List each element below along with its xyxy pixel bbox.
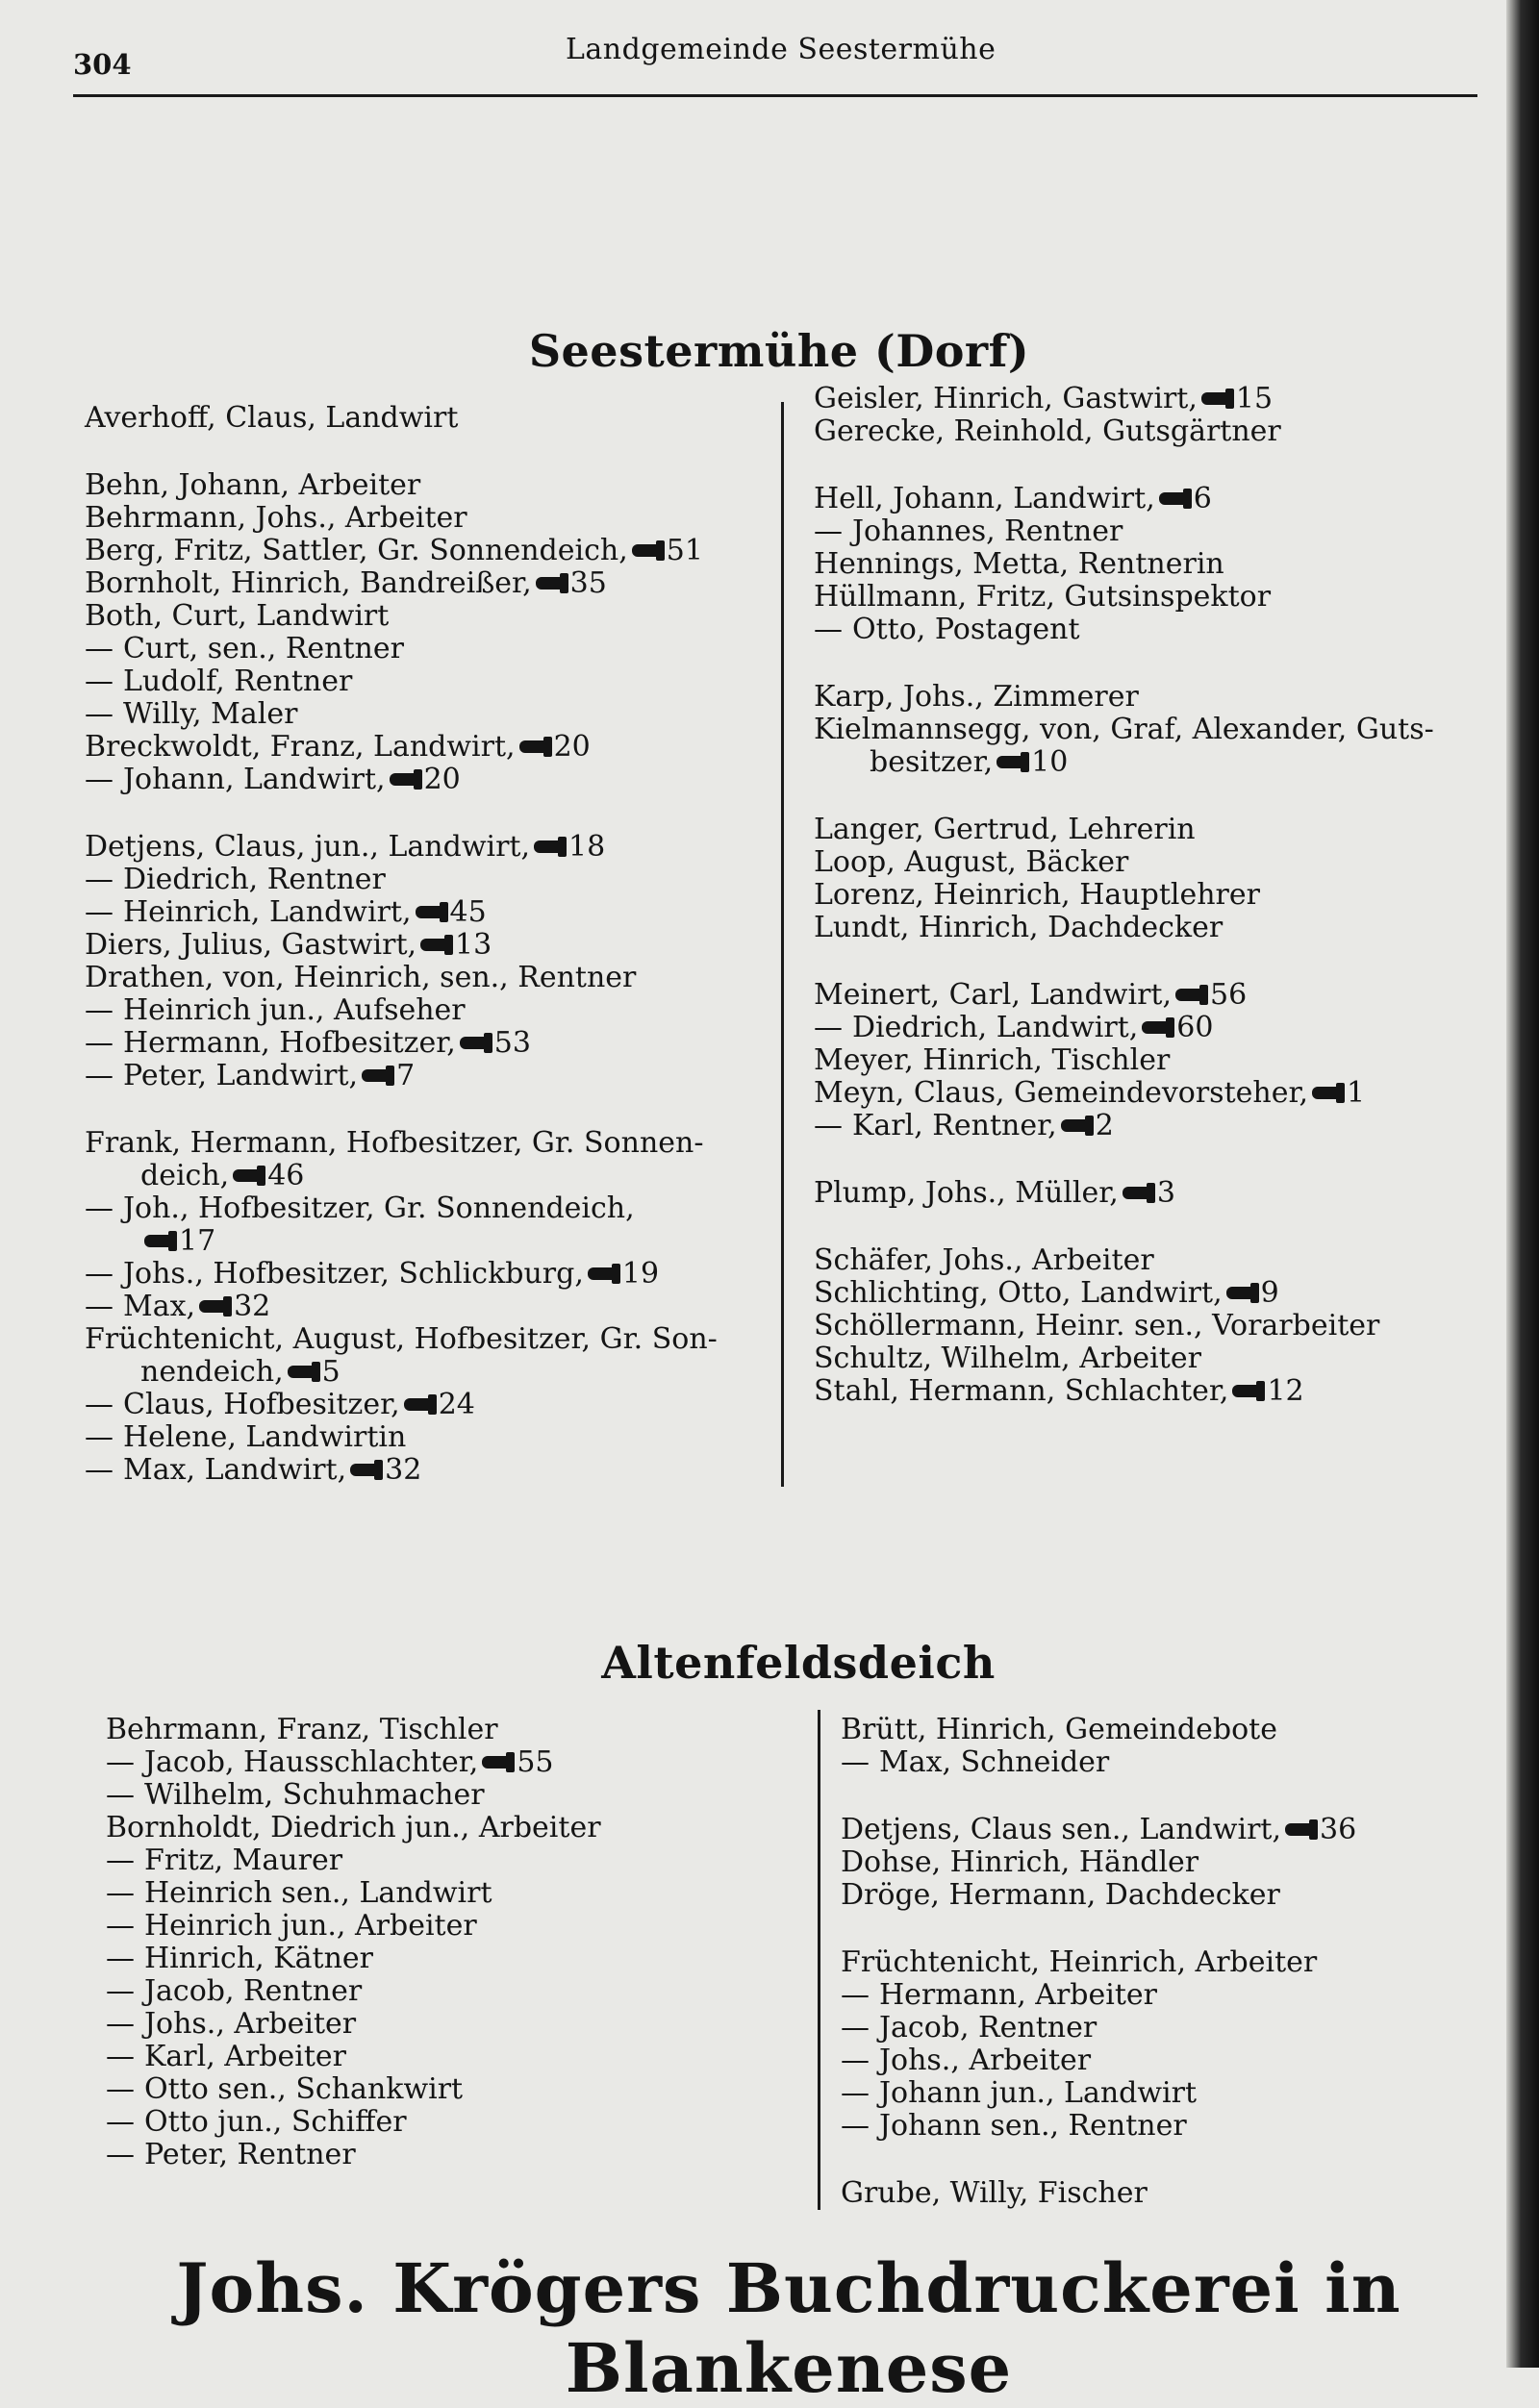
entry-text: Jacob, Hausschlachter, [144, 1745, 479, 1779]
phone-number: 7 [396, 1059, 416, 1092]
directory-entry [814, 548, 1506, 581]
directory-entry [106, 1943, 798, 1975]
phone-number: 32 [385, 1453, 422, 1487]
entry-text: Diedrich, Landwirt, [852, 1011, 1139, 1044]
directory-entry [106, 1910, 798, 1943]
directory-entry [106, 2041, 798, 2073]
directory-entry [85, 896, 768, 929]
ditto-dash: — [106, 2105, 135, 2139]
header-rule [73, 94, 1477, 97]
telephone-icon [1159, 492, 1188, 505]
entry-gap [814, 448, 1506, 483]
entry-text: Meyn, Claus, Gemeindevorsteher, [814, 1076, 1309, 1110]
ditto-dash: — [814, 613, 843, 646]
entry-text: Johann jun., Landwirt [879, 2076, 1198, 2110]
directory-entry [841, 1979, 1514, 2012]
entry-text: Früchtenicht, August, Hofbesitzer, Gr. Son- [85, 1322, 718, 1356]
column-divider [781, 402, 784, 1487]
entry-text: Langer, Gertrud, Lehrerin [814, 813, 1196, 846]
entry-text: Fritz, Maurer [144, 1844, 343, 1877]
ditto-dash: — [106, 1745, 135, 1779]
ditto-dash: — [814, 1011, 843, 1044]
ditto-dash: — [85, 665, 114, 698]
entry-text: Hennings, Metta, Rentnerin [814, 547, 1224, 581]
phone-number: 45 [449, 895, 487, 929]
phone-number: 32 [234, 1290, 271, 1323]
directory-entry [85, 567, 768, 600]
ditto-dash: — [85, 763, 114, 796]
entry-text: Peter, Landwirt, [123, 1059, 359, 1092]
telephone-icon [1142, 1021, 1171, 1034]
telephone-icon [482, 1756, 511, 1768]
telephone-icon [390, 773, 418, 786]
ditto-dash: — [85, 697, 114, 731]
directory-entry [85, 1192, 768, 1225]
directory-column [85, 402, 768, 1487]
directory-entry [85, 1421, 768, 1454]
directory-entry [814, 1277, 1506, 1310]
entry-text: Peter, Rentner [144, 2138, 356, 2171]
entry-text: Max, Landwirt, [123, 1453, 347, 1487]
directory-entry [85, 1454, 768, 1487]
page-number: 304 [73, 48, 132, 81]
directory-entry [85, 698, 768, 731]
directory-entry [85, 1060, 768, 1092]
directory-entry [85, 402, 768, 435]
entry-text: nendeich, [140, 1355, 284, 1389]
directory-entry [106, 1746, 798, 1779]
directory-entry [814, 483, 1506, 515]
phone-number: 15 [1235, 382, 1274, 415]
ditto-dash: — [85, 993, 114, 1027]
directory-entry [814, 979, 1506, 1012]
directory-entry [85, 665, 768, 698]
telephone-icon [519, 740, 548, 753]
phone-number: 10 [1031, 745, 1069, 779]
entry-text: Detjens, Claus sen., Landwirt, [841, 1813, 1282, 1846]
ditto-dash: — [85, 1453, 114, 1487]
entry-text: Bornholt, Hinrich, Bandreißer, [85, 566, 532, 600]
entry-gap [841, 1912, 1514, 1946]
entry-text: Curt, sen., Rentner [123, 632, 404, 665]
entry-text: Drathen, von, Heinrich, sen., Rentner [85, 961, 637, 994]
entry-text: Karp, Johs., Zimmerer [814, 680, 1139, 714]
entry-gap [841, 2143, 1514, 2177]
telephone-icon [534, 840, 563, 853]
column-divider [818, 1710, 820, 2210]
entry-text: Jacob, Rentner [879, 2011, 1097, 2044]
entry-text: Dröge, Hermann, Dachdecker [841, 1878, 1280, 1912]
telephone-icon [288, 1366, 316, 1378]
telephone-icon [199, 1300, 228, 1313]
entry-gap [85, 1092, 768, 1127]
entry-text: Meinert, Carl, Landwirt, [814, 978, 1172, 1012]
entry-text: Max, [123, 1290, 196, 1323]
directory-entry [85, 1291, 768, 1323]
entry-text: Behrmann, Johs., Arbeiter [85, 501, 467, 535]
entry-text: Heinrich sen., Landwirt [144, 1876, 492, 1910]
directory-entry [814, 581, 1506, 614]
phone-number: 36 [1320, 1813, 1357, 1846]
telephone-icon [1312, 1087, 1341, 1099]
entry-text: Berg, Fritz, Sattler, Gr. Sonnendeich, [85, 534, 628, 567]
directory-entry [85, 633, 768, 665]
directory-entry [106, 2106, 798, 2139]
entry-gap [814, 1142, 1506, 1177]
phone-number: 24 [438, 1388, 475, 1421]
entry-text: Hermann, Arbeiter [879, 1978, 1158, 2012]
ditto-dash: — [85, 1388, 114, 1421]
entry-text: Otto, Postagent [852, 613, 1080, 646]
entry-text: Johann sen., Rentner [879, 2109, 1187, 2143]
directory-entry [85, 1323, 768, 1356]
directory-entry [106, 2073, 798, 2106]
entry-text: Meyer, Hinrich, Tischler [814, 1043, 1171, 1077]
directory-entry [85, 1027, 768, 1060]
entry-continuation [85, 1225, 768, 1258]
directory-entry [814, 614, 1506, 646]
phone-number: 17 [179, 1224, 216, 1258]
entry-text: Schlichting, Otto, Landwirt, [814, 1276, 1223, 1310]
directory-entry [814, 912, 1506, 944]
ditto-dash: — [106, 1778, 135, 1812]
directory-entry [814, 1375, 1506, 1408]
directory-entry [85, 535, 768, 567]
telephone-icon [233, 1169, 262, 1182]
entry-gap [814, 944, 1506, 979]
telephone-icon [1201, 392, 1230, 405]
ditto-dash: — [106, 1844, 135, 1877]
ditto-dash: — [85, 895, 114, 929]
directory-entry [85, 600, 768, 633]
directory-entry [841, 2110, 1514, 2143]
telephone-icon [1232, 1385, 1261, 1397]
directory-entry [841, 1814, 1514, 1846]
entry-text: Schäfer, Johs., Arbeiter [814, 1243, 1154, 1277]
entry-text: Früchtenicht, Heinrich, Arbeiter [841, 1945, 1318, 1979]
entry-text: Otto sen., Schankwirt [144, 2072, 464, 2106]
ditto-dash: — [814, 514, 843, 548]
phone-number: 9 [1260, 1276, 1279, 1310]
entry-text: Stahl, Hermann, Schlachter, [814, 1374, 1229, 1408]
directory-entry [814, 681, 1506, 714]
directory-entry [85, 731, 768, 764]
directory-entry [85, 831, 768, 864]
entry-text: Hinrich, Kätner [144, 1942, 373, 1975]
entry-text: Breckwoldt, Franz, Landwirt, [85, 730, 516, 764]
entry-text: Averhoff, Claus, Landwirt [85, 401, 459, 435]
directory-entry [841, 2012, 1514, 2044]
directory-entry [106, 2139, 798, 2171]
entry-text: Kielmannsegg, von, Graf, Alexander, Guts- [814, 713, 1434, 746]
ditto-dash: — [85, 632, 114, 665]
phone-number: 5 [321, 1355, 341, 1389]
ditto-dash: — [85, 1191, 114, 1225]
entry-text: Behrmann, Franz, Tischler [106, 1713, 498, 1746]
entry-text: Loop, August, Bäcker [814, 845, 1129, 879]
entry-text: Detjens, Claus, jun., Landwirt, [85, 830, 531, 864]
entry-text: Frank, Hermann, Hofbesitzer, Gr. Sonnen- [85, 1126, 704, 1160]
directory-entry [841, 1846, 1514, 1879]
printer-footer: Johs. Krögers Buchdruckerei in Blankenese [176, 2248, 1401, 2408]
entry-text: Joh., Hofbesitzer, Gr. Sonnendeich, [123, 1191, 635, 1225]
ditto-dash: — [841, 2076, 870, 2110]
telephone-icon [460, 1037, 489, 1049]
entry-text: Johs., Arbeiter [144, 2007, 357, 2041]
entry-gap [85, 796, 768, 831]
telephone-icon [536, 577, 565, 589]
directory-entry [814, 1310, 1506, 1342]
ditto-dash: — [85, 1420, 114, 1454]
entry-text: Hermann, Hofbesitzer, [123, 1026, 456, 1060]
directory-entry [106, 1812, 798, 1844]
ditto-dash: — [85, 1257, 114, 1291]
telephone-icon [1061, 1119, 1090, 1132]
directory-entry [814, 814, 1506, 846]
phone-number: 13 [455, 928, 492, 962]
ditto-dash: — [106, 1909, 135, 1943]
telephone-icon [416, 906, 444, 918]
entry-text: Both, Curt, Landwirt [85, 599, 390, 633]
ditto-dash: — [85, 1026, 114, 1060]
telephone-icon [632, 544, 661, 557]
telephone-icon [997, 756, 1025, 768]
ditto-dash: — [106, 2040, 135, 2073]
entry-gap [85, 435, 768, 469]
directory-entry [841, 1746, 1514, 1779]
directory-entry [814, 714, 1506, 746]
entry-continuation [85, 1356, 768, 1389]
phone-number: 20 [553, 730, 591, 764]
entry-text: Karl, Arbeiter [144, 2040, 347, 2073]
entry-text: besitzer, [870, 745, 994, 779]
phone-number: 20 [423, 763, 461, 796]
entry-text: Bornholdt, Diedrich jun., Arbeiter [106, 1811, 601, 1844]
directory-entry [841, 1946, 1514, 1979]
ditto-dash: — [841, 2044, 870, 2077]
entry-text: Schöllermann, Heinr. sen., Vorarbeiter [814, 1309, 1380, 1342]
entry-text: Diers, Julius, Gastwirt, [85, 928, 417, 962]
ditto-dash: — [841, 2011, 870, 2044]
entry-text: Plump, Johs., Müller, [814, 1176, 1119, 1210]
telephone-icon [1175, 989, 1204, 1001]
directory-entry [814, 415, 1506, 448]
entry-text: Hell, Johann, Landwirt, [814, 482, 1155, 515]
directory-entry [85, 469, 768, 502]
directory-entry [841, 2077, 1514, 2110]
entry-text: Max, Schneider [879, 1745, 1110, 1779]
entry-text: Helene, Landwirtin [123, 1420, 407, 1454]
phone-number: 35 [569, 566, 607, 600]
entry-text: Otto jun., Schiffer [144, 2105, 407, 2139]
entry-text: Lundt, Hinrich, Dachdecker [814, 911, 1224, 944]
directory-entry [106, 1975, 798, 2008]
phone-number: 51 [666, 534, 703, 567]
directory-entry [814, 1342, 1506, 1375]
entry-continuation [814, 746, 1506, 779]
entry-text: Dohse, Hinrich, Händler [841, 1845, 1199, 1879]
entry-text: Johs., Arbeiter [879, 2044, 1092, 2077]
entry-text: Ludolf, Rentner [123, 665, 353, 698]
entry-gap [841, 1779, 1514, 1814]
entry-text: Willy, Maler [123, 697, 298, 731]
directory-entry [106, 2008, 798, 2041]
directory-entry [106, 1714, 798, 1746]
directory-entry [85, 994, 768, 1027]
telephone-icon [588, 1267, 617, 1280]
entry-text: Schultz, Wilhelm, Arbeiter [814, 1342, 1201, 1375]
entry-text: Wilhelm, Schuhmacher [144, 1778, 485, 1812]
directory-entry [85, 929, 768, 962]
ditto-dash: — [106, 2138, 135, 2171]
telephone-icon [1285, 1823, 1314, 1836]
phone-number: 55 [517, 1745, 554, 1779]
telephone-icon [404, 1398, 433, 1411]
directory-entry [814, 1177, 1506, 1210]
entry-text: Brütt, Hinrich, Gemeindebote [841, 1713, 1277, 1746]
entry-text: Geisler, Hinrich, Gastwirt, [814, 382, 1198, 415]
entry-text: Lorenz, Heinrich, Hauptlehrer [814, 878, 1260, 912]
directory-entry [814, 1012, 1506, 1044]
directory-entry [814, 1077, 1506, 1110]
phone-number: 53 [493, 1026, 531, 1060]
entry-text: Johannes, Rentner [852, 514, 1123, 548]
section-title-seestermuehe-dorf: Seestermühe (Dorf) [528, 325, 1030, 377]
directory-entry [85, 962, 768, 994]
entry-gap [814, 779, 1506, 814]
entry-text: Heinrich jun., Aufseher [123, 993, 466, 1027]
directory-entry [85, 502, 768, 535]
directory-entry [106, 1844, 798, 1877]
entry-text: Diedrich, Rentner [123, 863, 386, 896]
phone-number: 6 [1193, 482, 1212, 515]
running-head: Landgemeinde Seestermühe [566, 33, 997, 66]
ditto-dash: — [841, 2109, 870, 2143]
entry-continuation [85, 1160, 768, 1192]
phone-number: 56 [1210, 978, 1248, 1012]
directory-column [841, 1714, 1514, 2210]
phone-number: 19 [621, 1257, 660, 1291]
entry-text: Jacob, Rentner [144, 1974, 363, 2008]
ditto-dash: — [106, 1942, 135, 1975]
phone-number: 18 [568, 830, 606, 864]
entry-text: Grube, Willy, Fischer [841, 2176, 1148, 2210]
phone-number: 1 [1347, 1076, 1366, 1110]
telephone-icon [1123, 1187, 1151, 1199]
ditto-dash: — [841, 1978, 870, 2012]
phone-number: 46 [267, 1159, 305, 1192]
phone-number: 60 [1176, 1011, 1214, 1044]
phone-number: 12 [1267, 1374, 1304, 1408]
ditto-dash: — [106, 1876, 135, 1910]
directory-entry [841, 1879, 1514, 1912]
directory-entry [85, 764, 768, 796]
ditto-dash: — [85, 863, 114, 896]
ditto-dash: — [106, 2072, 135, 2106]
directory-entry [85, 1258, 768, 1291]
ditto-dash: — [85, 1290, 114, 1323]
phone-number: 2 [1095, 1109, 1114, 1142]
directory-entry [841, 2044, 1514, 2077]
ditto-dash: — [106, 1974, 135, 2008]
directory-entry [814, 515, 1506, 548]
entry-gap [814, 646, 1506, 681]
directory-entry [814, 1244, 1506, 1277]
ditto-dash: — [814, 1109, 843, 1142]
directory-entry [814, 383, 1506, 415]
directory-entry [106, 1877, 798, 1910]
entry-text: Johs., Hofbesitzer, Schlickburg, [123, 1257, 584, 1291]
telephone-icon [362, 1069, 391, 1082]
directory-entry [106, 1779, 798, 1812]
entry-text: Johann, Landwirt, [123, 763, 386, 796]
phone-number: 3 [1156, 1176, 1175, 1210]
ditto-dash: — [841, 1745, 870, 1779]
entry-text: Heinrich jun., Arbeiter [144, 1909, 477, 1943]
directory-entry [814, 846, 1506, 879]
directory-entry [85, 1389, 768, 1421]
directory-column [814, 383, 1506, 1408]
entry-gap [814, 1210, 1506, 1244]
entry-text: Gerecke, Reinhold, Gutsgärtner [814, 414, 1281, 448]
directory-entry [814, 879, 1506, 912]
section-title-altenfeldsdeich: Altenfeldsdeich [601, 1637, 996, 1689]
directory-entry [85, 1127, 768, 1160]
entry-text: Hüllmann, Fritz, Gutsinspektor [814, 580, 1272, 614]
entry-text: Heinrich, Landwirt, [123, 895, 412, 929]
directory-entry [841, 2177, 1514, 2210]
ditto-dash: — [85, 1059, 114, 1092]
directory-entry [814, 1044, 1506, 1077]
telephone-icon [420, 939, 449, 951]
directory-column [106, 1714, 798, 2171]
directory-entry [841, 1714, 1514, 1746]
entry-text: Karl, Rentner, [852, 1109, 1057, 1142]
ditto-dash: — [106, 2007, 135, 2041]
entry-text: deich, [140, 1159, 230, 1192]
entry-text: Claus, Hofbesitzer, [123, 1388, 400, 1421]
telephone-icon [350, 1464, 379, 1476]
directory-entry [814, 1110, 1506, 1142]
entry-text: Behn, Johann, Arbeiter [85, 468, 421, 502]
telephone-icon [1226, 1287, 1255, 1299]
directory-entry [85, 864, 768, 896]
telephone-icon [144, 1235, 173, 1247]
